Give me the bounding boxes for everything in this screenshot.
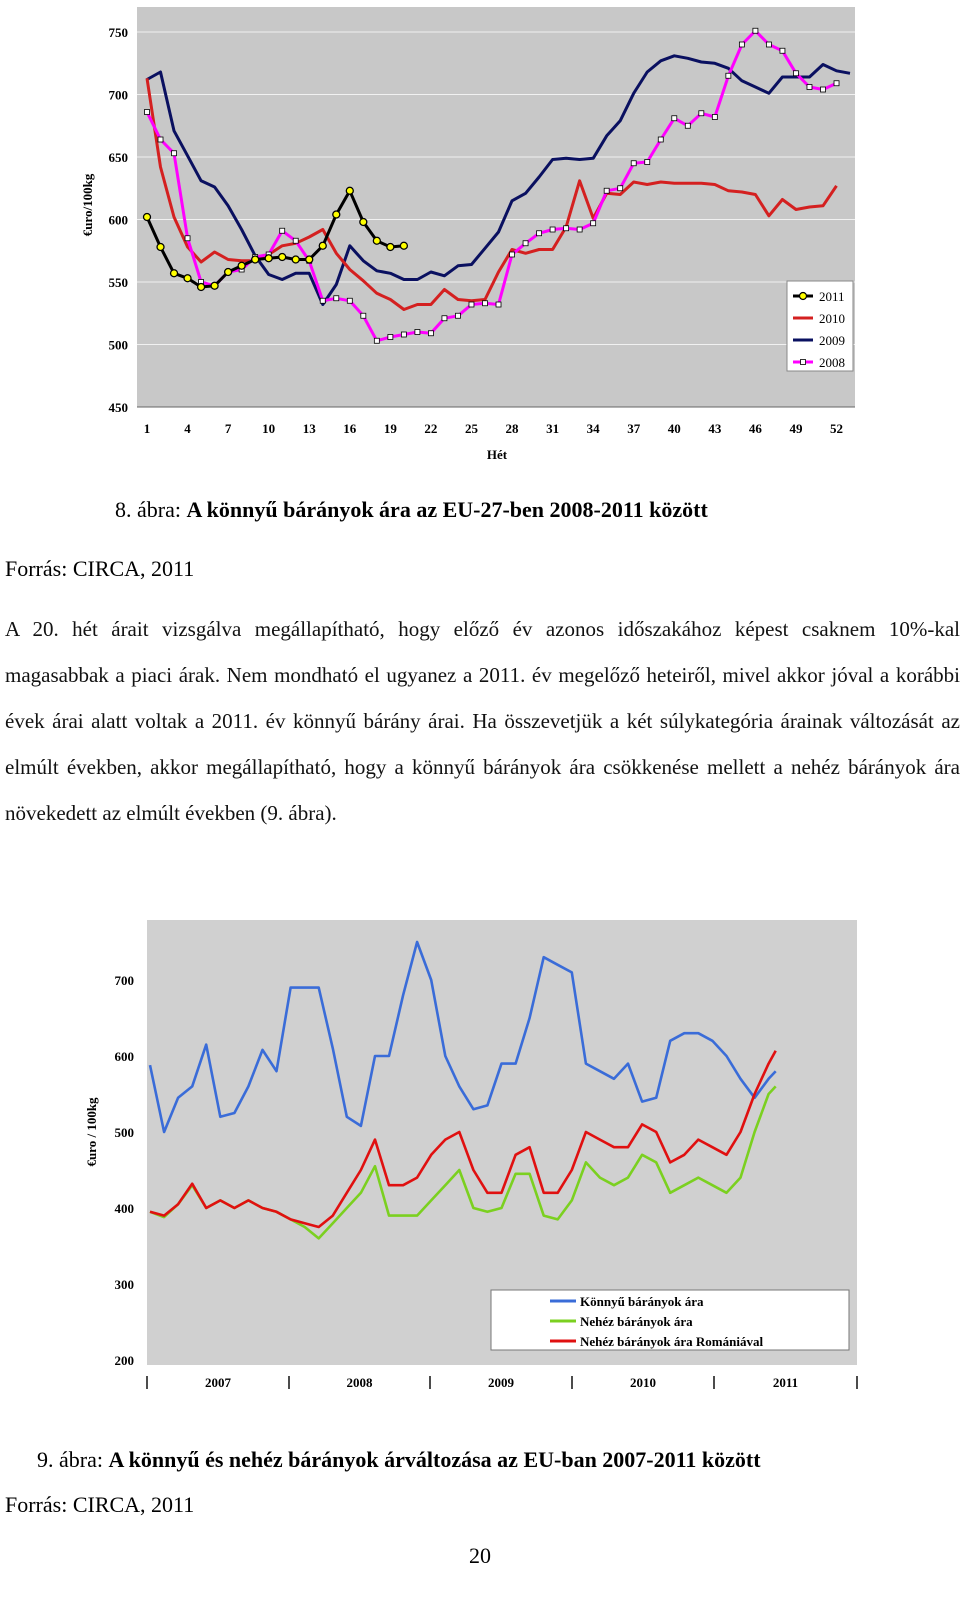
x-tick-label: 16 (343, 421, 357, 436)
data-point-2008 (564, 226, 569, 231)
data-point-2008 (185, 236, 190, 241)
x-tick-label: 2011 (772, 1375, 799, 1390)
page-number: 20 (469, 1543, 491, 1568)
data-point-2008 (428, 331, 433, 336)
data-point-2008 (401, 332, 406, 337)
data-point-2008 (834, 81, 839, 86)
legend-label-2008: 2008 (819, 355, 845, 370)
data-point-2011 (400, 242, 407, 249)
data-point-2008 (618, 186, 623, 191)
x-tick-labels (147, 1375, 857, 1390)
x-tick-label: 7 (224, 421, 232, 436)
legend (491, 1290, 849, 1350)
plot-area-background (137, 7, 855, 407)
x-tick-label: 37 (627, 421, 641, 436)
data-point-2008 (510, 252, 515, 257)
data-point-2008 (455, 313, 460, 318)
figure-9-caption-title: A könnyű és nehéz bárányok árváltozása az EU-ban 2007-2011 között (108, 1447, 761, 1472)
data-point-2011 (144, 214, 151, 221)
data-point-2008 (685, 123, 690, 128)
x-tick-label: 2010 (630, 1375, 656, 1390)
x-tick-label: 4 (184, 421, 191, 436)
figure-8-caption-title: A könnyű bárányok ára az EU-27-ben 2008-2011 között (186, 497, 708, 522)
data-point-2008 (280, 228, 285, 233)
chart-9 (0, 920, 960, 1400)
data-point-2008 (469, 302, 474, 307)
data-point-2008 (645, 160, 650, 165)
x-tick-label: 34 (586, 421, 600, 436)
y-tick-label: 600 (108, 212, 128, 228)
legend-marker-2008 (801, 360, 806, 365)
data-point-2008 (361, 313, 366, 318)
y-tick-label: 500 (114, 1125, 134, 1140)
data-point-2011 (252, 256, 259, 263)
x-tick-label: 2007 (205, 1375, 231, 1390)
y-tick-labels (109, 25, 129, 415)
y-tick-label: 550 (108, 275, 128, 290)
x-tick-label: 52 (830, 421, 844, 436)
x-axis-title: Hét (486, 447, 508, 462)
data-point-2008 (388, 335, 393, 340)
x-tick-label: 28 (505, 421, 519, 436)
data-point-2011 (360, 219, 367, 226)
data-point-2011 (211, 282, 218, 289)
legend-label: Könnyű bárányok ára (580, 1294, 704, 1309)
data-point-2008 (496, 302, 501, 307)
y-tick-label: 600 (114, 1049, 134, 1064)
data-point-2008 (658, 137, 663, 142)
figure-9-caption-prefix: 9. ábra: (37, 1447, 109, 1472)
data-point-2008 (334, 296, 339, 301)
chart-8 (0, 0, 960, 470)
data-point-2008 (550, 227, 555, 232)
y-tick-labels (115, 973, 135, 1368)
y-axis-title: €uro / 100kg (84, 1097, 99, 1167)
data-point-2008 (699, 111, 704, 116)
data-point-2011 (238, 262, 245, 269)
data-point-2008 (753, 28, 758, 33)
data-point-2011 (225, 269, 232, 276)
legend-label: Nehéz bárányok ára Romániával (580, 1334, 764, 1349)
data-point-2008 (793, 71, 798, 76)
data-point-2011 (292, 256, 299, 263)
x-tick-label: 46 (748, 421, 762, 436)
data-point-2011 (157, 244, 164, 251)
legend-label-2010: 2010 (819, 311, 845, 326)
data-point-2011 (306, 256, 313, 263)
data-point-2008 (483, 301, 488, 306)
data-point-2011 (279, 254, 286, 261)
data-point-2008 (672, 116, 677, 121)
x-tick-label: 43 (708, 421, 722, 436)
x-tick-label: 22 (424, 421, 438, 436)
x-tick-label: 2008 (346, 1375, 373, 1390)
data-point-2011 (387, 244, 394, 251)
figure-8-caption (115, 497, 708, 523)
figure-9-source: Forrás: CIRCA, 2011 (5, 1492, 195, 1517)
y-axis-title: €uro/100kg (80, 173, 95, 237)
y-tick-label: 450 (108, 400, 128, 415)
legend-label: Nehéz bárányok ára (580, 1314, 693, 1329)
data-point-2008 (726, 73, 731, 78)
data-point-2008 (347, 298, 352, 303)
y-tick-label: 650 (108, 150, 128, 165)
x-tick-label: 49 (789, 421, 803, 436)
x-tick-labels (144, 421, 843, 436)
data-point-2008 (172, 151, 177, 156)
data-point-2011 (265, 255, 272, 262)
data-point-2008 (293, 238, 298, 243)
body-paragraph: A 20. hét árait vizsgálva megállapítható, hogy előző év azonos időszakához képest csaknem 10%-kal magasabbak a piaci árak. Nem mondható el ugyanez a 2011. év megelőző heteiről, mivel akkor jóval a korábbi évek árai alatt voltak a 2011. év könnyű bárány árai. Ha összevetjük a két súlykategória árainak változását az elmúlt években, akkor megállapítható, hogy a könnyű bárányok ára csökkenése mellett a nehéz bárányok ára növekedett az elmúlt években (9. ábra). (5, 617, 960, 825)
y-tick-label: 700 (108, 87, 128, 103)
legend-label-2011: 2011 (819, 289, 845, 304)
data-point-2011 (346, 187, 353, 194)
legend (787, 281, 853, 371)
data-point-2008 (415, 330, 420, 335)
x-tick-label: 19 (383, 421, 397, 436)
data-point-2008 (145, 110, 150, 115)
data-point-2008 (523, 241, 528, 246)
data-point-2011 (184, 275, 191, 282)
x-tick-label: 25 (464, 421, 478, 436)
data-point-2008 (158, 137, 163, 142)
data-point-2011 (373, 237, 380, 244)
legend-marker-2011 (800, 293, 807, 300)
data-point-2008 (780, 48, 785, 53)
data-point-2008 (739, 42, 744, 47)
data-point-2011 (198, 284, 205, 291)
data-point-2008 (591, 221, 596, 226)
data-point-2008 (537, 231, 542, 236)
data-point-2008 (631, 161, 636, 166)
x-tick-label: 10 (262, 421, 276, 436)
data-point-2011 (319, 242, 326, 249)
x-tick-label: 13 (302, 421, 316, 436)
x-tick-label: 31 (546, 421, 560, 436)
data-point-2008 (766, 42, 771, 47)
data-point-2008 (807, 85, 812, 90)
y-tick-label: 400 (114, 1201, 134, 1216)
x-tick-label: 2009 (488, 1375, 514, 1390)
x-tick-label: 1 (143, 421, 151, 436)
figure-8-caption-prefix: 8. ábra: (115, 497, 187, 522)
data-point-2008 (577, 227, 582, 232)
data-point-2008 (712, 115, 717, 120)
y-tick-label: 300 (114, 1277, 134, 1292)
data-point-2011 (171, 270, 178, 277)
figure-9-caption (37, 1447, 761, 1473)
legend-label-2009: 2009 (819, 333, 845, 348)
x-tick-label: 40 (667, 421, 681, 436)
data-point-2011 (333, 211, 340, 218)
y-tick-label: 200 (114, 1353, 134, 1368)
data-point-2008 (604, 188, 609, 193)
data-point-2008 (821, 87, 826, 92)
data-point-2008 (320, 298, 325, 303)
data-point-2008 (442, 316, 447, 321)
data-point-2008 (374, 338, 379, 343)
figure-8-source: Forrás: CIRCA, 2011 (5, 556, 195, 581)
y-tick-label: 750 (108, 25, 128, 40)
y-tick-label: 700 (114, 973, 134, 988)
y-tick-label: 500 (108, 337, 128, 353)
